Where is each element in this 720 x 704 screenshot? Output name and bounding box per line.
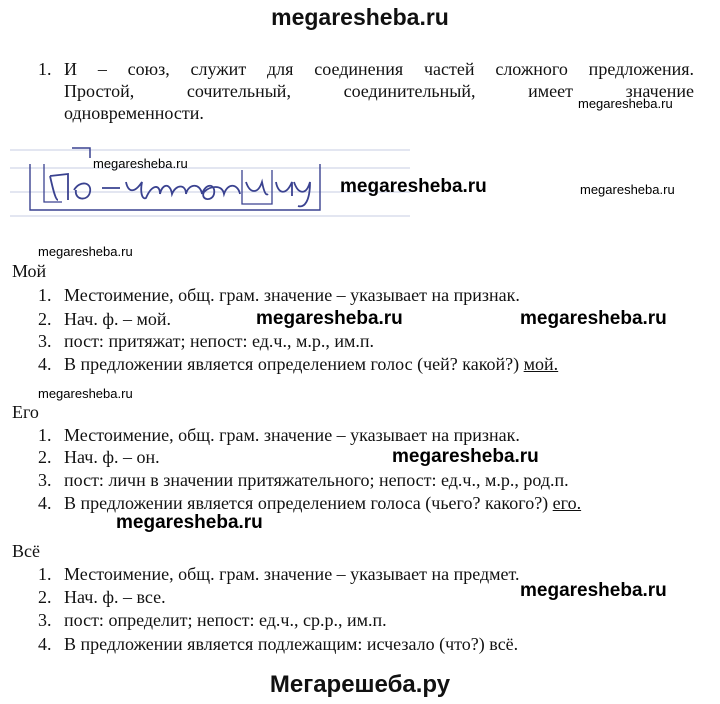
item-underlined: мой. [523,354,559,374]
list-item [38,563,520,585]
section-word: Его [12,402,39,422]
item-text: Местоимение, общ. грам. значение – указывает на признак. [64,285,520,305]
watermark-bold: megaresheba.ru [392,446,539,467]
item-number: 4. [38,354,52,374]
list-item [38,308,171,330]
item-number: 2. [38,309,52,329]
item-number: 2. [38,587,52,607]
item-number: 1. [38,425,52,445]
part1-word: соединительный, [343,81,476,101]
item-number: 4. [38,493,52,513]
site-title: megaresheba.ru [271,4,449,30]
item-underlined: его. [552,493,582,513]
watermark-bold: megaresheba.ru [116,512,263,533]
item-text: пост: личн в значении притяжательного; непост: ед.ч., м.р., род.п. [64,470,569,490]
item-text: Местоимение, общ. грам. значение – указывает на предмет. [64,564,520,584]
part1-line3: одновременности. [64,103,204,123]
list-item [38,424,520,446]
handwriting-text [10,146,17,147]
item-number: 3. [38,331,52,351]
item-number: 3. [38,470,52,490]
part1-word: Простой, [64,81,135,101]
item-number: 1. [38,564,52,584]
list-item [38,492,581,514]
list-item [38,469,569,491]
section-word: Мой [12,261,47,281]
item-text: пост: притяжат; непост: ед.ч., м.р., им.п. [64,331,375,351]
list-item [38,586,166,608]
item-text: Местоимение, общ. грам. значение – указывает на признак. [64,425,520,445]
watermark-small: megaresheba.ru [38,244,133,259]
list-item [38,284,520,306]
item-text: Нач. ф. – он. [64,447,160,467]
watermark-small: megaresheba.ru [580,182,675,197]
item-text: пост: определит; непост: ед.ч., ср.р., им.п. [64,610,387,630]
part1-word: значение [625,81,694,101]
part1-word: сочительный, [186,81,291,101]
list-item [38,330,374,352]
watermark-bold: megaresheba.ru [340,176,487,197]
watermark-small: megaresheba.ru [93,156,188,171]
part1-word: имеет [528,81,574,101]
list-item [38,353,558,375]
part1-number: 1. [38,59,52,79]
item-text: Нач. ф. – все. [64,587,166,607]
item-text: В предложении является определением голоса (чьего? какого?) [64,493,549,513]
item-text: В предложении является определением голос (чей? какой?) [64,354,520,374]
item-text: Нач. ф. – мой. [64,309,172,329]
section-word: Всё [12,541,40,561]
item-number: 4. [38,634,52,654]
watermark-small: megaresheba.ru [578,96,673,111]
watermark-bold: megaresheba.ru [256,308,403,329]
list-item [38,609,387,631]
part1-line1: И – союз, служит для соединения частей сложного предложения. [64,59,694,79]
item-number: 2. [38,447,52,467]
list-item [38,633,518,655]
item-number: 1. [38,285,52,305]
list-item [38,446,160,468]
watermark-bold: megaresheba.ru [520,308,667,329]
item-number: 3. [38,610,52,630]
watermark-bold: megaresheba.ru [520,580,667,601]
item-text: В предложении является подлежащим: исчезало (что?) всё. [64,634,519,654]
watermark-small: megaresheba.ru [38,386,133,401]
footer-title: Мегарешеба.ру [269,671,451,698]
